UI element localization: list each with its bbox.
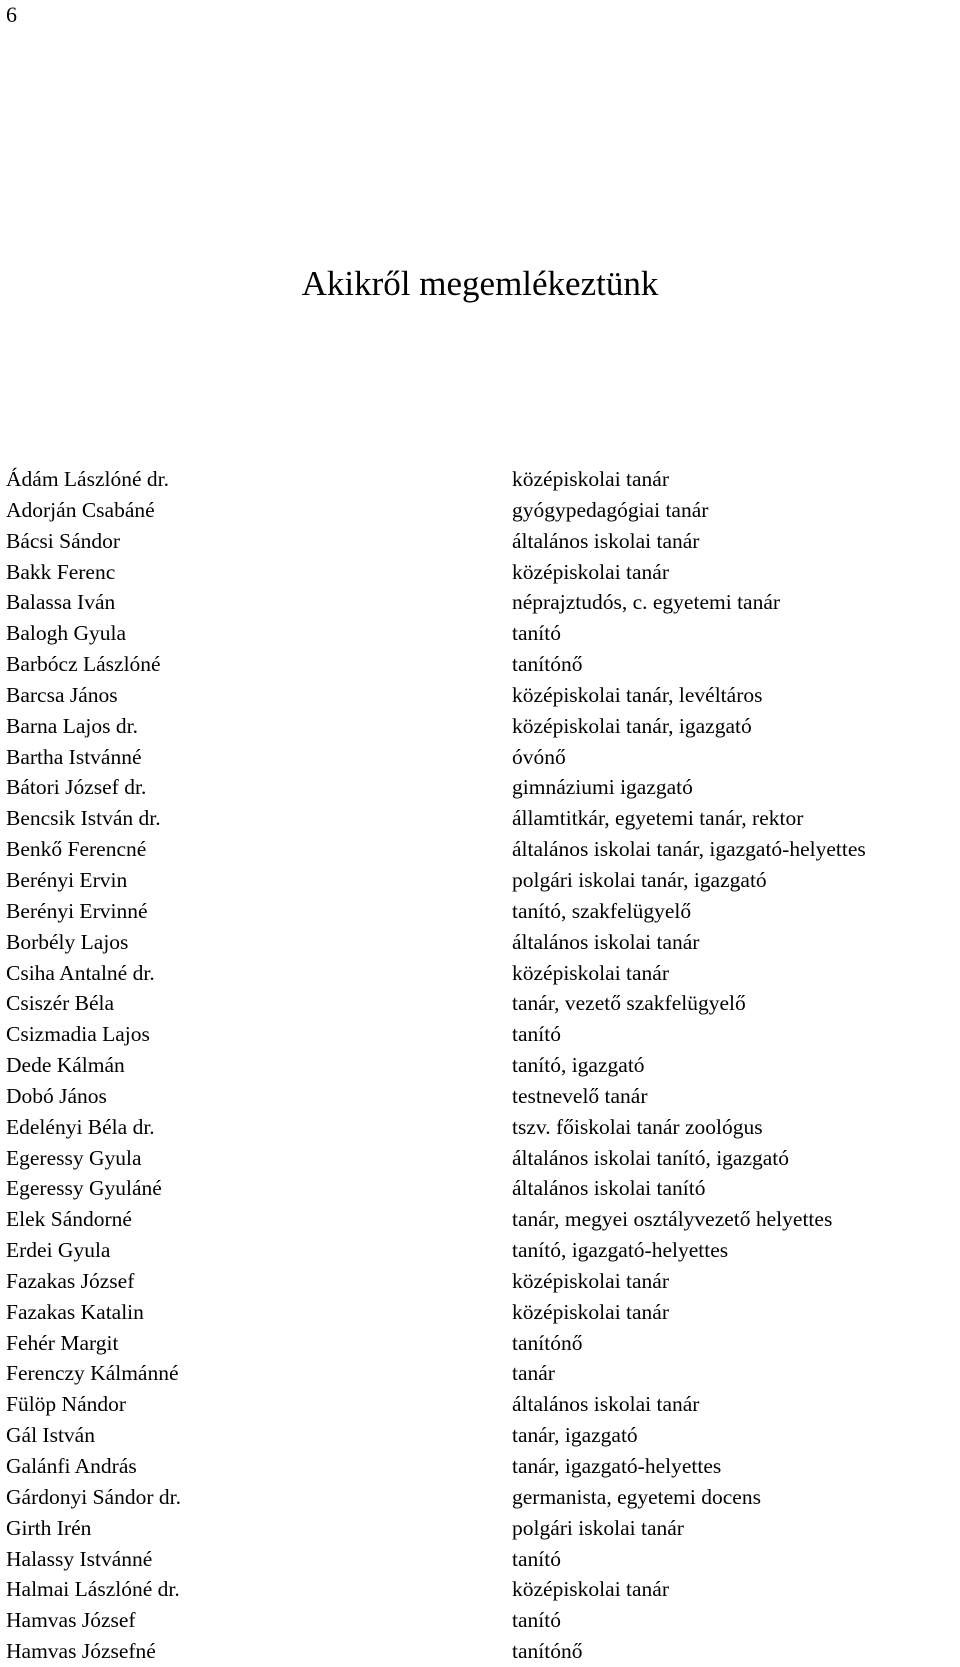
entry-name: Ferenczy Kálmánné [6, 1361, 179, 1386]
entry-role: általános iskolai tanár, igazgató-helyettes [512, 837, 866, 862]
entry-name: Hamvas Józsefné [6, 1639, 156, 1664]
list-item [0, 1143, 960, 1174]
entry-name: Balassa Iván [6, 590, 116, 615]
entry-role: általános iskolai tanár [512, 528, 700, 553]
entry-role: általános iskolai tanár [512, 929, 700, 954]
entry-role: középiskolai tanár [512, 1577, 670, 1602]
list-item [0, 680, 960, 711]
list-item [0, 958, 960, 989]
entry-role: általános iskolai tanár [512, 1392, 700, 1417]
entry-role: gyógypedagógiai tanár [512, 497, 709, 522]
entry-name: Barbócz Lászlóné [6, 652, 161, 677]
entry-role: középiskolai tanár, levéltáros [512, 682, 763, 707]
list-item [0, 464, 960, 495]
entry-role: középiskolai tanár [512, 960, 670, 985]
entry-name: Csizmadia Lajos [6, 1022, 150, 1047]
entry-name: Halassy Istvánné [6, 1546, 153, 1571]
list-item [0, 1204, 960, 1235]
entry-name: Gál István [6, 1423, 95, 1448]
list-item [0, 803, 960, 834]
list-item [0, 1297, 960, 1328]
page-title: Akikről megemlékeztünk [301, 264, 659, 303]
entry-name: Bátori József dr. [6, 775, 147, 800]
entry-role: tanár, vezető szakfelügyelő [512, 991, 746, 1016]
entry-name: Erdei Gyula [6, 1238, 111, 1263]
entry-role: tanítónő [512, 652, 583, 677]
entry-role: germanista, egyetemi docens [512, 1484, 761, 1509]
list-item [0, 1328, 960, 1359]
list-item [0, 896, 960, 927]
entry-role: tanítónő [512, 1330, 583, 1355]
entry-name: Berényi Ervinné [6, 898, 148, 923]
entry-role: középiskolai tanár [512, 1299, 670, 1324]
entry-name: Balogh Gyula [6, 621, 127, 646]
list-item [0, 495, 960, 526]
entry-role: tanító, igazgató-helyettes [512, 1238, 729, 1263]
entry-name: Adorján Csabáné [6, 497, 155, 522]
list-item [0, 1513, 960, 1544]
list-item [0, 1451, 960, 1482]
entry-name: Fülöp Nándor [6, 1392, 127, 1417]
list-item [0, 1574, 960, 1605]
list-item [0, 865, 960, 896]
entry-role: gimnáziumi igazgató [512, 775, 693, 800]
entry-name: Bakk Ferenc [6, 559, 116, 584]
entry-role: tanító [512, 1546, 561, 1571]
entry-role: polgári iskolai tanár [512, 1515, 684, 1540]
entry-name: Edelényi Béla dr. [6, 1114, 155, 1139]
entry-role: általános iskolai tanító [512, 1176, 706, 1201]
list-item [0, 1605, 960, 1636]
list-item [0, 988, 960, 1019]
entry-role: középiskolai tanár [512, 559, 670, 584]
list-item [0, 742, 960, 773]
list-item [0, 1482, 960, 1513]
list-item [0, 1050, 960, 1081]
entry-role: tanító, szakfelügyelő [512, 898, 692, 923]
entry-name: Bencsik István dr. [6, 806, 161, 831]
list-item [0, 772, 960, 803]
entry-name: Borbély Lajos [6, 929, 129, 954]
page-number: 6 [6, 2, 17, 27]
entry-role: középiskolai tanár [512, 467, 670, 491]
list-item [0, 927, 960, 958]
list-item [0, 711, 960, 742]
entry-name: Fazakas Katalin [6, 1299, 144, 1324]
list-item [0, 1358, 960, 1389]
entry-name: Girth Irén [6, 1515, 92, 1540]
entry-role: államtitkár, egyetemi tanár, rektor [512, 806, 804, 831]
entry-name: Fazakas József [6, 1268, 135, 1293]
entry-name: Benkő Ferencné [6, 837, 147, 862]
entry-name: Dobó János [6, 1083, 107, 1108]
entry-role: tszv. főiskolai tanár zoológus [512, 1114, 763, 1139]
list-item [0, 1420, 960, 1451]
list-item [0, 618, 960, 649]
entry-role: tanító, igazgató [512, 1053, 645, 1078]
entry-role: középiskolai tanár [512, 1268, 670, 1293]
list-item [0, 1019, 960, 1050]
entry-name: Galánfi András [6, 1454, 137, 1478]
list-item [0, 1266, 960, 1297]
entry-name: Bartha Istvánné [6, 744, 142, 769]
entry-name: Egeressy Gyula [6, 1145, 142, 1170]
list-item [0, 1235, 960, 1266]
entry-role: általános iskolai tanító, igazgató [512, 1145, 790, 1170]
entry-role: testnevelő tanár [512, 1083, 648, 1108]
entry-list [0, 464, 960, 1667]
entry-role: tanár, igazgató-helyettes [512, 1454, 722, 1478]
list-item [0, 649, 960, 680]
entry-role: középiskolai tanár, igazgató [512, 713, 752, 738]
list-item [0, 1389, 960, 1420]
entry-role: tanító [512, 1022, 561, 1047]
entry-name: Dede Kálmán [6, 1053, 125, 1078]
entry-name: Gárdonyi Sándor dr. [6, 1484, 181, 1509]
entry-name: Egeressy Gyuláné [6, 1176, 162, 1201]
entry-role: tanítónő [512, 1639, 583, 1664]
list-item [0, 1112, 960, 1143]
list-item [0, 834, 960, 865]
entry-name: Barna Lajos dr. [6, 713, 138, 738]
list-item [0, 587, 960, 618]
list-item [0, 526, 960, 557]
entry-role: óvónő [512, 744, 566, 769]
entry-role: tanár, megyei osztályvezető helyettes [512, 1207, 833, 1232]
entry-name: Halmai Lászlóné dr. [6, 1577, 180, 1602]
entry-name: Csiha Antalné dr. [6, 960, 155, 985]
entry-role: polgári iskolai tanár, igazgató [512, 867, 767, 892]
entry-name: Berényi Ervin [6, 867, 128, 892]
entry-name: Ádám Lászlóné dr. [6, 467, 169, 491]
entry-role: tanár [512, 1361, 555, 1386]
list-item [0, 557, 960, 588]
list-item [0, 1544, 960, 1575]
entry-role: tanító [512, 621, 561, 646]
list-item [0, 1081, 960, 1112]
entry-name: Fehér Margit [6, 1330, 119, 1355]
list-item [0, 1173, 960, 1204]
entry-name: Csiszér Béla [6, 991, 115, 1016]
entry-name: Bácsi Sándor [6, 528, 121, 553]
entry-name: Hamvas József [6, 1608, 136, 1633]
entry-role: néprajztudós, c. egyetemi tanár [512, 590, 781, 615]
entry-name: Barcsa János [6, 682, 118, 707]
entry-role: tanár, igazgató [512, 1423, 638, 1448]
entry-name: Elek Sándorné [6, 1207, 132, 1232]
entry-role: tanító [512, 1608, 561, 1633]
list-item [0, 1636, 960, 1667]
